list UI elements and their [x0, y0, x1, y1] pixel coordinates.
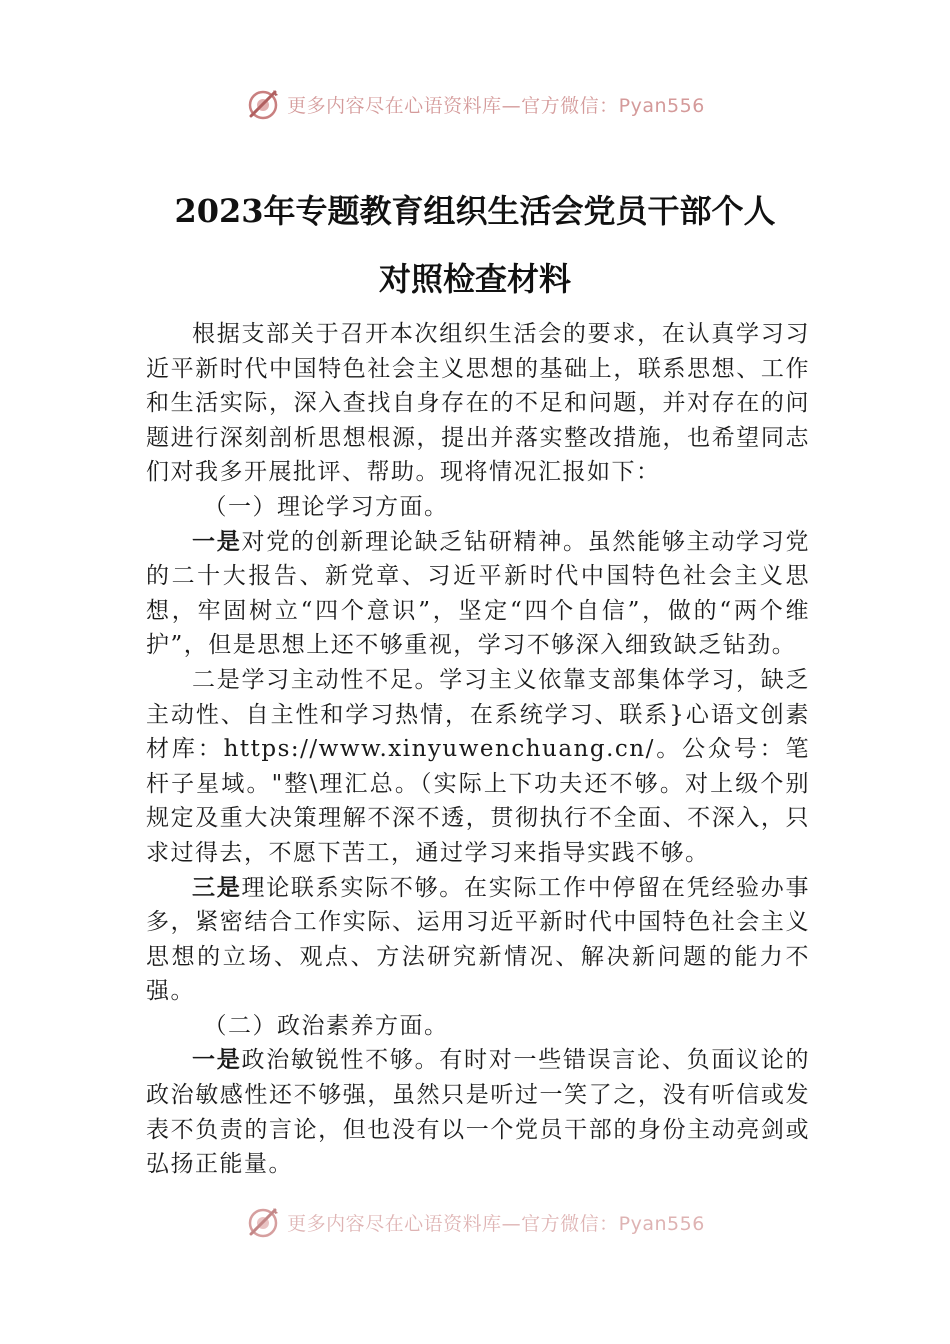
lead-phrase: 三是: [192, 873, 242, 901]
watermark-header: [0, 84, 950, 124]
pen-logo-icon: [245, 1204, 281, 1240]
lead-phrase: 一是: [192, 527, 242, 555]
paragraph-text: 对党的创新理论缺乏钻研精神。虽然能够主动学习党的二十大报告、新党章、习近平新时代中国特色社会主义思想，牢固树立“四个意识”，坚定“四个自信”，做的“两个维护”，但是思想上还不够重视，学习不够深入细致缺乏钻劲。: [146, 528, 811, 659]
section-2-paragraph-1: [146, 1043, 810, 1181]
section-1-paragraph-2: 二是学习主动性不足。学习主义依靠支部集体学习，缺乏主动性、自主性和学习热情，在系统学习、联系}心语文创素材库：https://www.xinyuwenchuang.cn/。公众号：笔杆子星域。"整\理汇总。（实际上下功夫还不够。对上级个别规定及重大决策理解不深不透，贯彻执行不全面、不深入，只求过得去，不愿下苦工，通过学习来指导实践不够。: [146, 666, 810, 866]
watermark-footer: [0, 1204, 950, 1240]
document-title-line-1: 2023年专题教育组织生活会党员干部个人: [174, 192, 776, 230]
section-1-paragraph-3: [146, 871, 810, 1009]
pen-logo-icon: [245, 86, 281, 122]
watermark-text: 更多内容尽在心语资料库—官方微信：Pyan556: [287, 1212, 705, 1235]
section-1-heading: （一）理论学习方面。: [203, 493, 449, 520]
intro-paragraph: 根据支部关于召开本次组织生活会的要求，在认真学习习近平新时代中国特色社会主义思想的基础上，联系思想、工作和生活实际，深入查找自身存在的不足和问题，并对存在的问题进行深刻剖析思想根源，提出并落实整改措施，也希望同志们对我多开展批评、帮助。现将情况汇报如下：: [146, 321, 810, 486]
paragraph-text: 政治敏锐性不够。有时对一些错误言论、负面议论的政治敏感性还不够强，虽然只是听过一笑了之，没有听信或发表不负责的言论，但也没有以一个党员干部的身份主动亮剑或弘扬正能量。: [146, 1047, 811, 1178]
document-title-line-2: 对照检查材料: [378, 260, 571, 298]
section-1-paragraph-1: [146, 525, 810, 663]
section-2-heading: （二）政治素养方面。: [203, 1012, 449, 1039]
document-body: [146, 317, 810, 1182]
lead-phrase: 一是: [192, 1046, 242, 1074]
paragraph-text: 理论联系实际不够。在实际工作中停留在凭经验办事多，紧密结合工作实际、运用习近平新时代中国特色社会主义思想的立场、观点、方法研究新情况、解决新问题的能力不强。: [146, 874, 811, 1005]
watermark-text: 更多内容尽在心语资料库—官方微信：Pyan556: [287, 94, 705, 117]
